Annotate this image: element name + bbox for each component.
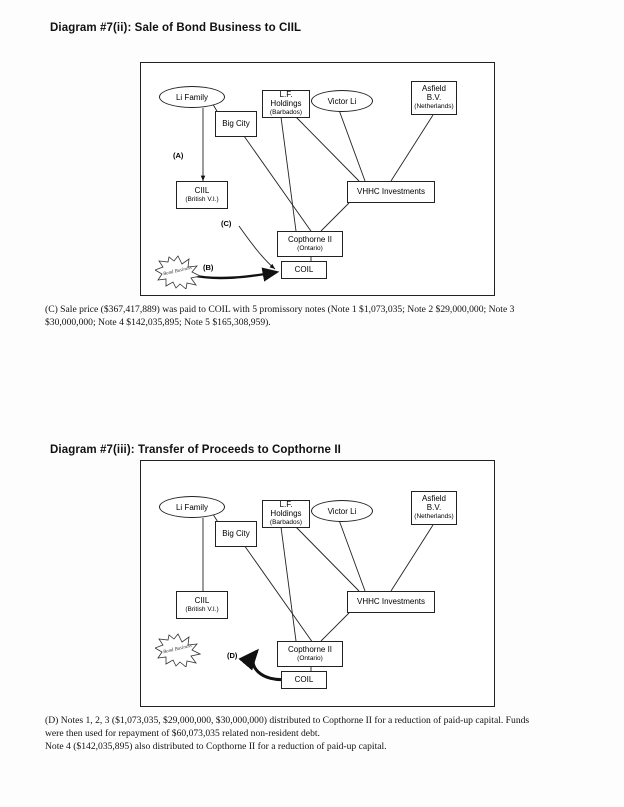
node-coil-label: COIL — [294, 264, 314, 274]
node-copthorne-ii — [277, 231, 343, 257]
node-ciil-2 — [176, 591, 228, 619]
node-lf-holdings-2-label: L.F. Holdings — [270, 500, 302, 519]
bond-business-burst-2 — [155, 633, 201, 667]
caption-1-line-1: (C) Sale price ($367,417,889) was paid to COIL with 5 promissory notes (Note 1 $1,073,035; Note 2 $29,000,000; Note 3 — [45, 304, 515, 315]
bond-business-2-label: Bond Business — [163, 644, 193, 656]
node-lf-holdings-2-sublabel: (Barbados) — [269, 519, 303, 527]
node-copthorne-ii-2-label: Copthorne II — [287, 644, 333, 654]
node-asfield-bv-2 — [411, 491, 457, 525]
node-li-family — [159, 86, 225, 108]
node-lf-holdings-label: L.F. Holdings — [270, 90, 302, 109]
node-big-city-label: Big City — [222, 118, 250, 128]
node-lf-holdings-2 — [262, 500, 310, 528]
node-victor-li-2-label: Victor Li — [327, 506, 357, 516]
edge-label-a: (A) — [173, 151, 184, 160]
node-victor-li — [311, 90, 373, 112]
node-ciil-2-sublabel: (British V.I.) — [185, 605, 219, 613]
node-victor-li-2 — [311, 500, 373, 522]
edge-label-d: (D) — [227, 651, 238, 660]
node-asfield-bv — [411, 81, 457, 115]
caption-2-line-1: (D) Notes 1, 2, 3 ($1,073,035, $29,000,000, $30,000,000) distributed to Copthorne II for a reduction of paid-up capital. Funds — [45, 715, 530, 726]
caption-2-line-2: were then used for repayment of $60,073,035 related non-resident debt. — [45, 727, 320, 739]
edge-label-b: (B) — [203, 263, 214, 272]
node-big-city-2 — [215, 521, 257, 547]
node-ciil-2-label: CIIL — [194, 595, 210, 605]
node-big-city-2-label: Big City — [222, 528, 250, 538]
node-lf-holdings — [262, 90, 310, 118]
node-lf-holdings-sublabel: (Barbados) — [269, 109, 303, 117]
node-copthorne-ii-sublabel: (Ontario) — [297, 244, 323, 252]
node-vhhc-investments-2-label: VHHC Investments — [356, 596, 426, 606]
node-ciil-label: CIIL — [194, 185, 210, 195]
node-asfield-bv-label: Asfield B.V. — [421, 84, 446, 103]
caption-1-line-2: $30,000,000; Note 4 $142,035,895; Note 5 $165,308,959). — [45, 316, 271, 328]
edge-label-c: (C) — [221, 219, 232, 228]
node-copthorne-ii-2-sublabel: (Ontario) — [297, 654, 323, 662]
node-big-city — [215, 111, 257, 137]
node-coil — [281, 261, 327, 279]
diagram-1-caption — [45, 304, 575, 330]
node-ciil-sublabel: (British V.I.) — [185, 195, 219, 203]
bond-business-burst — [155, 255, 201, 289]
node-victor-li-label: Victor Li — [327, 96, 357, 106]
node-vhhc-investments-2 — [347, 591, 435, 613]
node-asfield-bv-sublabel: (Netherlands) — [414, 103, 454, 111]
node-li-family-label: Li Family — [175, 92, 208, 102]
diagram-1-title: Diagram #7(ii): Sale of Bond Business to CIIL — [50, 22, 302, 34]
node-coil-2-label: COIL — [294, 674, 314, 684]
diagram-2-caption — [45, 715, 575, 753]
node-coil-2 — [281, 671, 327, 689]
bond-business-label: Bond Business — [163, 266, 193, 278]
node-copthorne-ii-label: Copthorne II — [287, 234, 333, 244]
node-li-family-2-label: Li Family — [175, 502, 208, 512]
node-vhhc-investments-label: VHHC Investments — [356, 186, 426, 196]
node-asfield-bv-2-sublabel: (Netherlands) — [414, 513, 454, 521]
caption-2-line-3: Note 4 ($142,035,895) also distributed to Copthorne II for a reduction of paid-up capital. — [45, 740, 387, 752]
node-vhhc-investments — [347, 181, 435, 203]
node-copthorne-ii-2 — [277, 641, 343, 667]
node-asfield-bv-2-label: Asfield B.V. — [421, 494, 446, 513]
node-ciil — [176, 181, 228, 209]
diagram-2-title: Diagram #7(iii): Transfer of Proceeds to Copthorne II — [50, 444, 341, 456]
diagram-1-frame — [140, 62, 495, 296]
node-li-family-2 — [159, 496, 225, 518]
diagram-2-frame — [140, 460, 495, 707]
